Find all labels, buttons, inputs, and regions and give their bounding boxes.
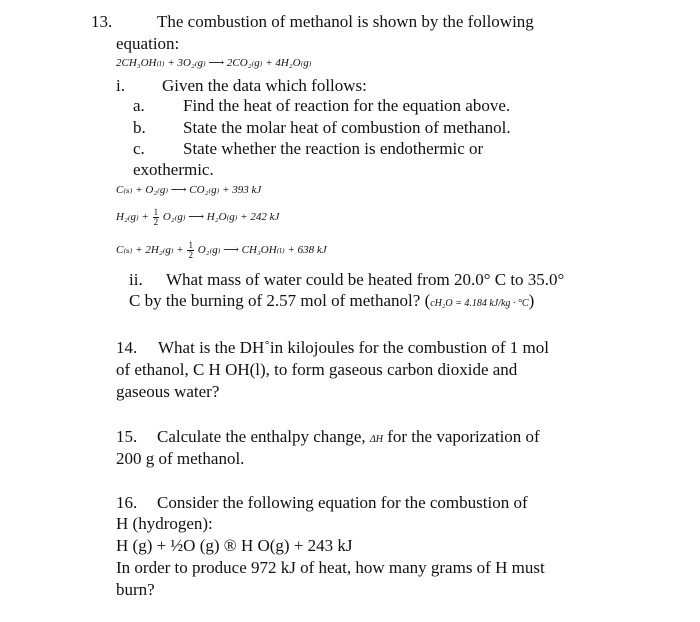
question-15-line2: 200 g of methanol. bbox=[116, 449, 245, 468]
part-b-label: b. bbox=[133, 118, 146, 137]
question-16-line1: Consider the following equation for the combustion of bbox=[157, 493, 528, 512]
part-c-text-cont: exothermic. bbox=[133, 160, 214, 179]
question-14-line1: What is the DH˚in kilojoules for the combustion of 1 mol bbox=[158, 338, 549, 357]
data-equation-3-right: O₂₍g₎ ⟶ CH₃OH₍ₗ₎ + 638 kJ bbox=[197, 244, 327, 257]
question-16-line3: H (g) + ½O (g) ® H O(g) + 243 kJ bbox=[116, 536, 353, 555]
question-16-line5: burn? bbox=[116, 580, 155, 599]
part-c-label: c. bbox=[133, 139, 145, 158]
data-equation-2-left: H₂₍g₎ + bbox=[116, 211, 149, 224]
fraction-numerator: 1 bbox=[188, 240, 193, 250]
part-ii-question: C by the burning of 2.57 mol of methanol? ( bbox=[129, 291, 431, 310]
part-a-text: Find the heat of reaction for the equation above. bbox=[183, 96, 511, 115]
data-equation-2-right: O₂₍g₎ ⟶ H₂O₍g₎ + 242 kJ bbox=[162, 211, 280, 224]
question-13-line1: The combustion of methanol is shown by the following bbox=[157, 12, 534, 31]
part-i-label: i. bbox=[116, 76, 125, 95]
delta-h-symbol: ΔH bbox=[369, 434, 383, 445]
question-14-line3: gaseous water? bbox=[116, 382, 220, 401]
specific-heat-value: cH₂O = 4.184 kJ/kg · °C bbox=[430, 298, 529, 309]
question-16-number: 16. bbox=[116, 493, 138, 512]
question-16-line4: In order to produce 972 kJ of heat, how many grams of H must bbox=[116, 558, 545, 577]
part-a-label: a. bbox=[133, 96, 145, 115]
data-equation-1: C₍ₛ₎ + O₂₍g₎ ⟶ CO₂₍g₎ + 393 kJ bbox=[116, 184, 262, 196]
part-ii-line1: What mass of water could be heated from 20.0° C to 35.0° bbox=[166, 270, 565, 289]
half-fraction bbox=[153, 208, 160, 227]
data-equation-3 bbox=[116, 241, 327, 260]
data-equation-3-left: C₍ₛ₎ + 2H₂₍g₎ + bbox=[116, 244, 184, 257]
question-15-number: 15. bbox=[116, 427, 138, 446]
question-14-line2: of ethanol, C H OH(l), to form gaseous carbon dioxide and bbox=[116, 360, 518, 379]
fraction-numerator: 1 bbox=[153, 207, 159, 217]
question-13-line2: equation: bbox=[116, 34, 180, 53]
question-14-number: 14. bbox=[116, 338, 138, 357]
question-13-number: 13. bbox=[91, 12, 113, 31]
part-ii-label: ii. bbox=[129, 270, 143, 289]
main-equation: 2CH₃OH₍ₗ₎ + 3O₂₍g₎ ⟶ 2CO₂₍g₎ + 4H₂O₍g₎ bbox=[116, 57, 312, 69]
part-ii-close: ) bbox=[528, 291, 535, 310]
fraction-denominator: 2 bbox=[188, 250, 193, 260]
part-b-text: State the molar heat of combustion of methanol. bbox=[183, 118, 511, 137]
part-c-text: State whether the reaction is endothermic or bbox=[183, 139, 484, 158]
fraction-denominator: 2 bbox=[153, 217, 159, 227]
question-15-line1 bbox=[157, 427, 540, 450]
question-16-line2: H (hydrogen): bbox=[116, 514, 213, 533]
part-i-text: Given the data which follows: bbox=[162, 76, 367, 95]
question-15-line1-pre: Calculate the enthalpy change, bbox=[157, 427, 366, 446]
question-15-line1-post: for the vaporization of bbox=[387, 427, 540, 446]
part-ii-line2 bbox=[129, 291, 534, 314]
half-fraction bbox=[187, 241, 194, 260]
data-equation-2 bbox=[116, 208, 279, 227]
